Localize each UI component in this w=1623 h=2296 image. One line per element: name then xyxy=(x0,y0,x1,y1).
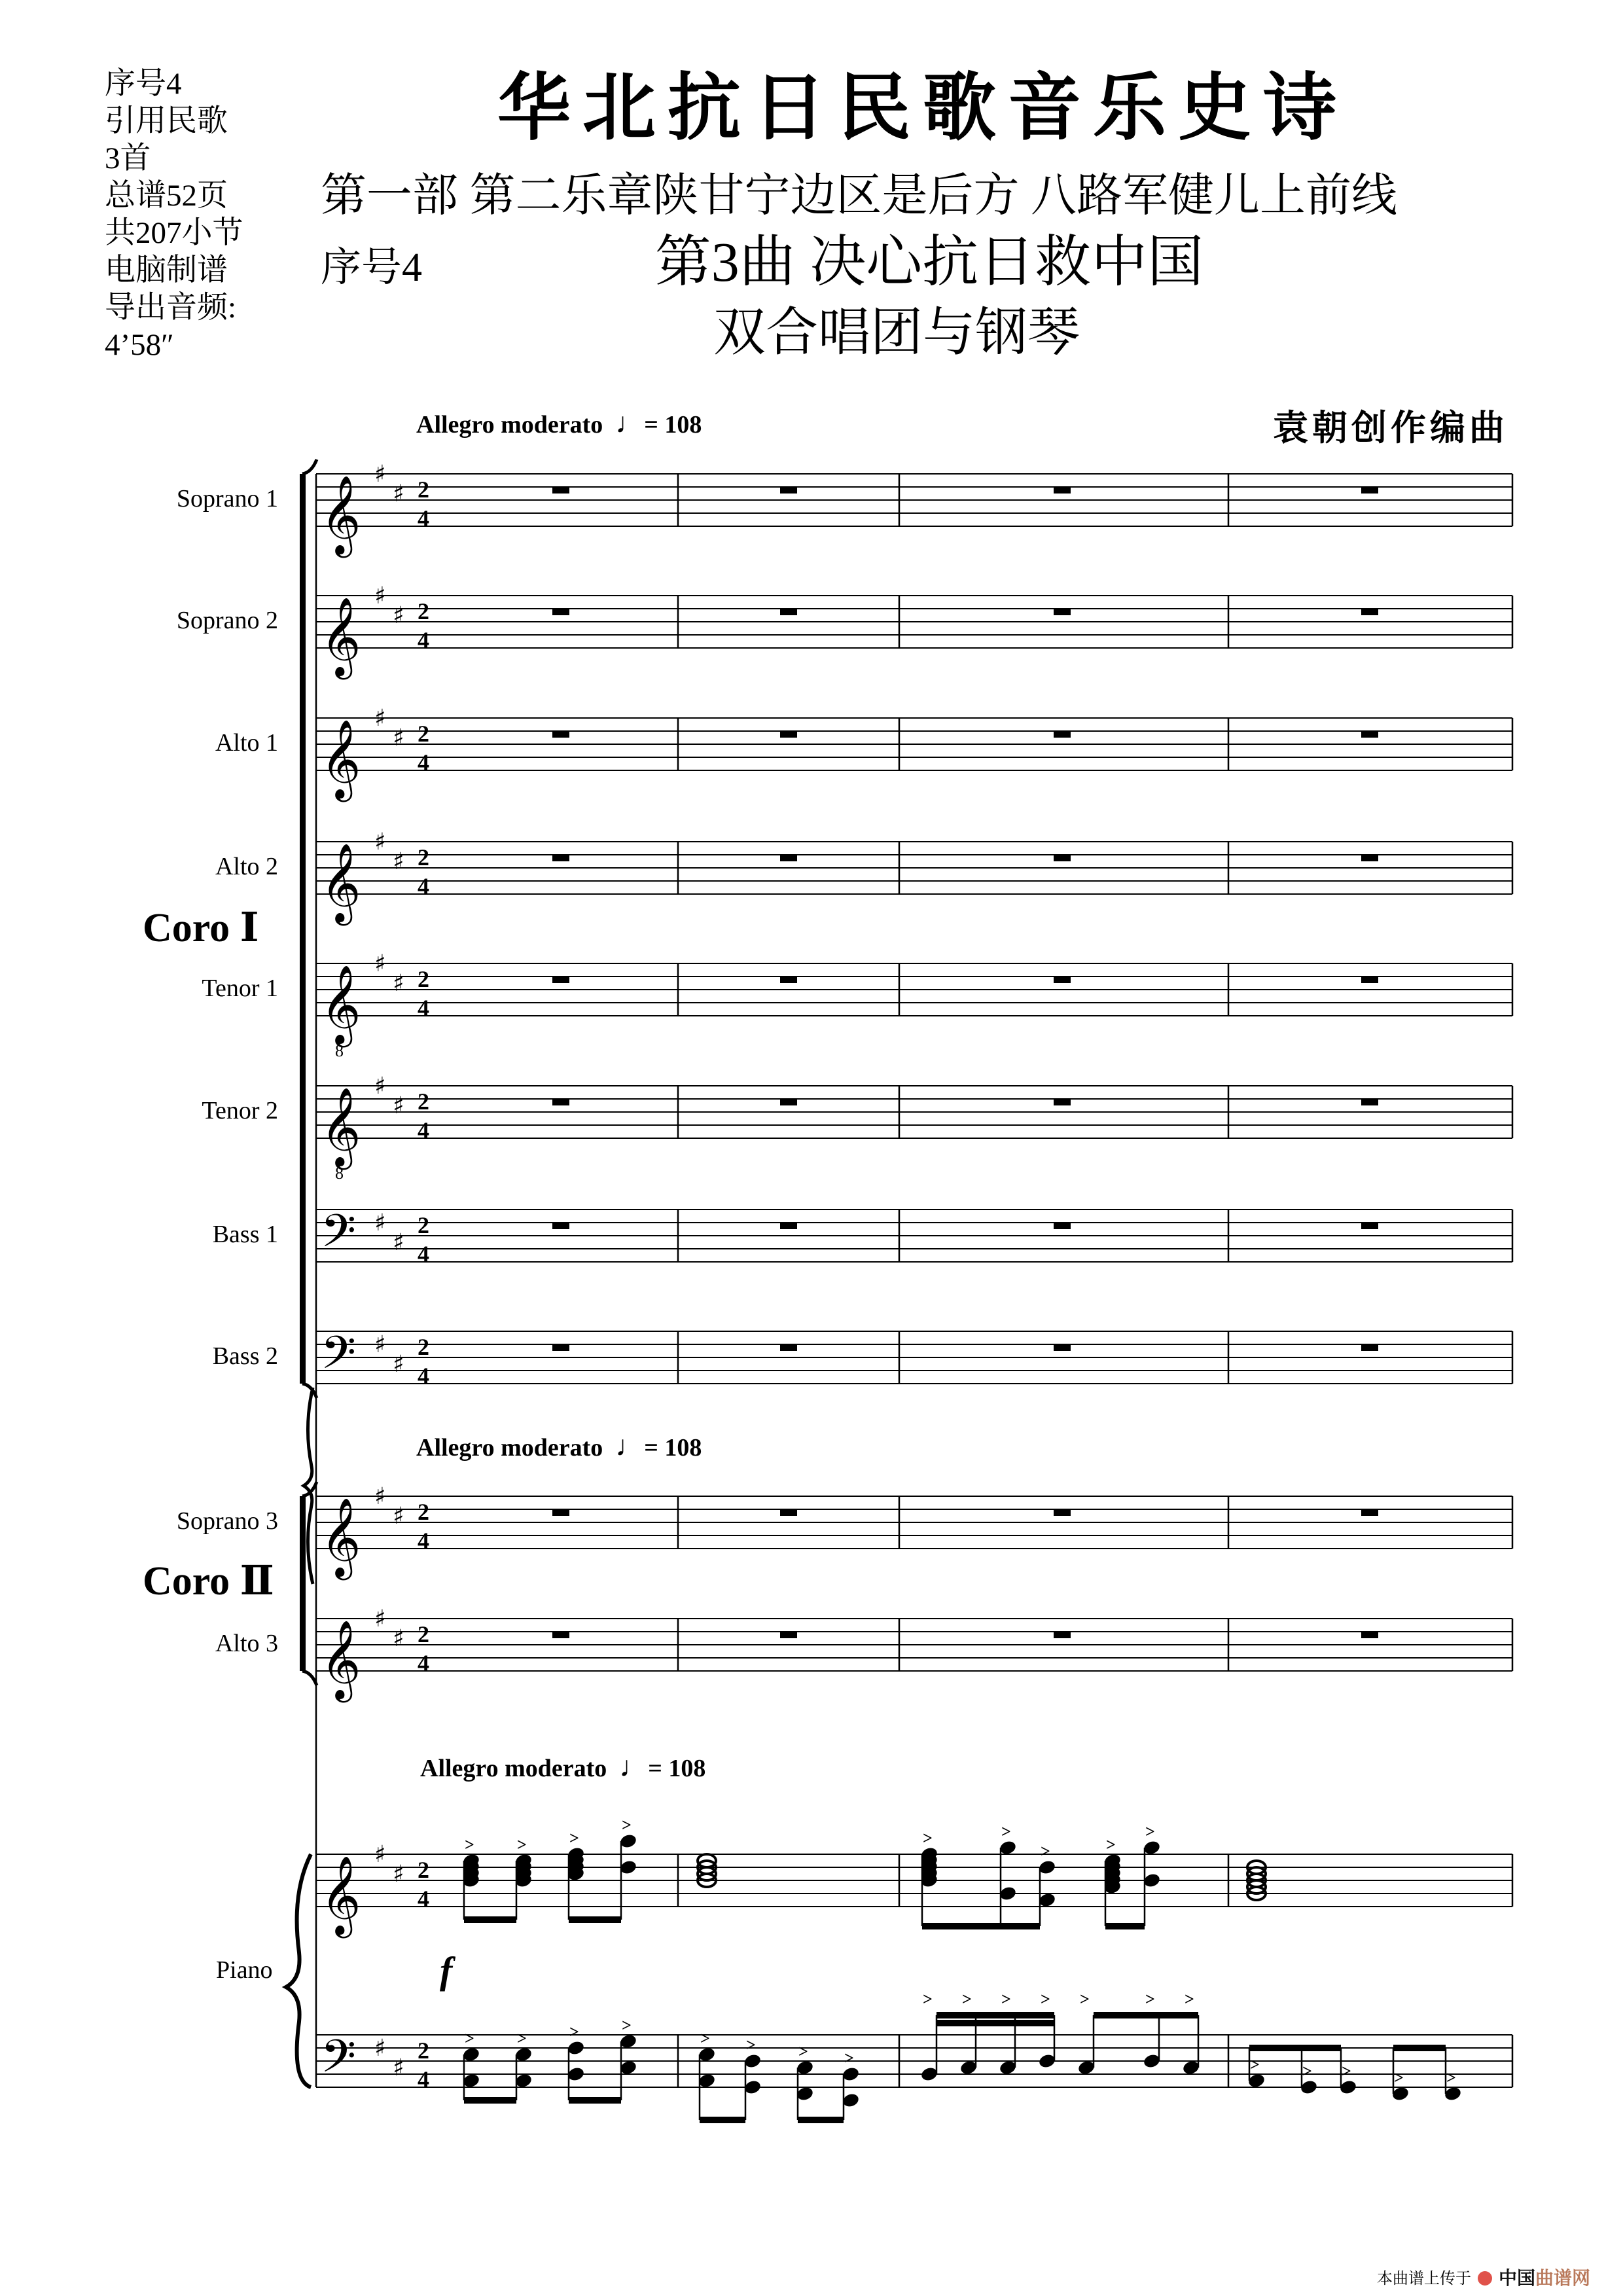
footer xyxy=(1377,2269,1590,2288)
sharp-icon: ♯ xyxy=(393,970,404,997)
whole-rest-icon xyxy=(1054,731,1071,738)
time-signature-top: 2 xyxy=(418,476,429,503)
main-title: 华北抗日民歌音乐史诗 xyxy=(497,65,1348,151)
staff-label: Alto 1 xyxy=(215,729,278,757)
time-signature-bottom: 4 xyxy=(418,749,429,776)
info-line: 4’58″ xyxy=(105,328,174,362)
sharp-icon: ♯ xyxy=(393,480,404,507)
tempo-text: Allegro moderato xyxy=(420,1755,607,1782)
sharp-icon: ♯ xyxy=(374,1073,386,1100)
whole-rest-icon xyxy=(1361,1223,1378,1229)
sharp-icon: ♯ xyxy=(393,2054,404,2081)
staff-label: Alto 2 xyxy=(215,853,278,880)
time-signature-top: 2 xyxy=(418,1857,429,1883)
accent-mark: > xyxy=(569,2022,579,2041)
treble-clef-icon: 𝄞 xyxy=(321,842,361,922)
site-logo xyxy=(1499,2269,1590,2288)
accent-mark: > xyxy=(798,2042,808,2061)
octave-8-mark: 8 xyxy=(335,1041,344,1060)
tempo-value: = 108 xyxy=(644,1434,702,1462)
info-line: 3首 xyxy=(105,141,151,175)
treble-clef-icon: 𝄞 xyxy=(321,1619,361,1699)
whole-rest-icon xyxy=(1054,1344,1071,1351)
beam xyxy=(922,1923,1040,1929)
sharp-icon: ♯ xyxy=(374,1841,386,1868)
time-signature-bottom: 4 xyxy=(418,873,429,899)
sharp-icon: ♯ xyxy=(393,1351,404,1378)
whole-rest-icon xyxy=(1361,731,1378,738)
group-label-piano: Piano xyxy=(216,1956,273,1984)
whole-rest-icon xyxy=(1054,609,1071,615)
composer: 袁朝创作编曲 xyxy=(1273,407,1508,448)
whole-rest-icon xyxy=(780,855,797,861)
accent-mark: > xyxy=(1041,1842,1050,1861)
whole-rest-icon xyxy=(1054,1223,1071,1229)
time-signature-top: 2 xyxy=(418,1088,429,1115)
accent-mark: > xyxy=(1041,1990,1050,2009)
accent-mark: > xyxy=(517,2029,527,2048)
accent-mark: > xyxy=(622,2016,632,2035)
quarter-note-icon: ♩ xyxy=(615,407,645,439)
treble-clef-icon: 𝄞 xyxy=(321,719,361,798)
octave-8-mark: 8 xyxy=(335,1164,344,1183)
info-line: 导出音频: xyxy=(105,291,237,325)
sharp-icon: ♯ xyxy=(374,2035,386,2062)
whole-rest-icon xyxy=(552,487,569,493)
whole-rest-icon xyxy=(780,1509,797,1516)
time-signature-bottom: 4 xyxy=(418,995,429,1021)
whole-rest-icon xyxy=(1054,487,1071,493)
group-label-coro2: Coro Ⅱ xyxy=(143,1559,274,1604)
whole-rest-icon xyxy=(552,1223,569,1229)
whole-rest-icon xyxy=(780,1099,797,1105)
treble-clef-icon: 𝄞 xyxy=(321,596,361,676)
bracket-coro2 xyxy=(300,1496,306,1671)
time-signature-top: 2 xyxy=(418,966,429,992)
info-line: 共207小节 xyxy=(105,216,243,250)
accent-mark: > xyxy=(1106,1835,1116,1854)
accent-mark: > xyxy=(962,1990,972,2009)
sharp-icon: ♯ xyxy=(374,1605,386,1632)
treble-clef-icon: 𝄞 xyxy=(321,964,361,1044)
whole-rest-icon xyxy=(552,1099,569,1105)
whole-rest-icon xyxy=(1361,1632,1378,1638)
whole-rest-icon xyxy=(1054,1509,1071,1516)
accent-mark: > xyxy=(700,2029,710,2048)
bass-clef-icon: 𝄢 xyxy=(321,1326,357,1390)
staff-label: Bass 1 xyxy=(212,1221,278,1248)
staff-label: Soprano 2 xyxy=(176,607,278,634)
beam xyxy=(798,2117,844,2123)
sharp-icon: ♯ xyxy=(393,1503,404,1530)
sharp-icon: ♯ xyxy=(393,602,404,629)
accent-mark: > xyxy=(1080,1990,1090,2009)
quarter-note-icon: ♩ xyxy=(619,1751,649,1783)
staff-label: Soprano 3 xyxy=(176,1507,278,1535)
accent-mark: > xyxy=(1001,1822,1011,1841)
whole-rest-icon xyxy=(1054,855,1071,861)
piano-brace xyxy=(286,1854,311,2087)
sharp-icon: ♯ xyxy=(374,705,386,732)
time-signature-bottom: 4 xyxy=(418,505,429,531)
time-signature-bottom: 4 xyxy=(418,1241,429,1267)
accent-mark: > xyxy=(746,2036,756,2054)
accent-mark: > xyxy=(569,1829,579,1848)
accent-mark: > xyxy=(465,1835,474,1854)
info-line: 引用民歌 xyxy=(105,104,228,138)
whole-rest-icon xyxy=(1361,1099,1378,1105)
time-signature-top: 2 xyxy=(418,1499,429,1525)
time-signature-top: 2 xyxy=(418,721,429,747)
whole-rest-icon xyxy=(780,609,797,615)
staff-label: Bass 2 xyxy=(212,1342,278,1370)
whole-rest-icon xyxy=(780,977,797,983)
accent-mark: > xyxy=(1342,2062,1351,2081)
accent-mark: > xyxy=(844,2049,854,2068)
group-label-coro1: Coro Ⅰ xyxy=(143,906,259,950)
whole-rest-icon xyxy=(1361,855,1378,861)
time-signature-bottom: 4 xyxy=(418,1363,429,1389)
quarter-note-icon: ♩ xyxy=(615,1430,645,1462)
whole-rest-icon xyxy=(1361,609,1378,615)
whole-rest-icon xyxy=(1361,977,1378,983)
accent-mark: > xyxy=(1001,1990,1011,2009)
info-line: 总谱52页 xyxy=(105,179,228,213)
info-line: 序号4 xyxy=(105,67,182,101)
treble-clef-icon: 𝄞 xyxy=(321,1086,361,1166)
whole-rest-icon xyxy=(1054,1099,1071,1105)
whole-rest-icon xyxy=(552,855,569,861)
whole-rest-icon xyxy=(1361,1344,1378,1351)
tempo-text: Allegro moderato xyxy=(416,1434,603,1462)
dynamic-forte: f xyxy=(440,1949,453,1992)
whole-rest-icon xyxy=(1054,977,1071,983)
accent-mark: > xyxy=(465,2029,474,2048)
staff-label: Tenor 2 xyxy=(202,1097,278,1124)
whole-rest-icon xyxy=(1361,487,1378,493)
treble-clef-icon: 𝄞 xyxy=(321,1855,361,1935)
whole-rest-icon xyxy=(780,1223,797,1229)
time-signature-bottom: 4 xyxy=(418,627,429,653)
tempo-value: = 108 xyxy=(648,1755,706,1782)
whole-rest-icon xyxy=(552,731,569,738)
beam xyxy=(464,2097,516,2104)
ensemble: 双合唱团与钢琴 xyxy=(713,304,1080,362)
whole-rest-icon xyxy=(780,731,797,738)
footer-text: 本曲谱上传于 xyxy=(1376,2269,1471,2287)
sharp-icon: ♯ xyxy=(374,1331,386,1358)
treble-clef-icon: 𝄞 xyxy=(321,1497,361,1577)
whole-rest-icon xyxy=(1054,1632,1071,1638)
time-signature-top: 2 xyxy=(418,1621,429,1647)
time-signature-bottom: 4 xyxy=(418,2066,429,2092)
sharp-icon: ♯ xyxy=(374,1210,386,1236)
bracket-coro1 xyxy=(300,474,306,1384)
site-logo-icon xyxy=(1478,2271,1492,2286)
time-signature-top: 2 xyxy=(418,598,429,624)
time-signature-top: 2 xyxy=(418,1212,429,1238)
time-signature-top: 2 xyxy=(418,844,429,870)
treble-clef-icon: 𝄞 xyxy=(321,475,361,554)
time-signature-bottom: 4 xyxy=(418,1117,429,1143)
whole-rest-icon xyxy=(780,1632,797,1638)
sharp-icon: ♯ xyxy=(393,848,404,875)
accent-mark: > xyxy=(1394,2068,1404,2087)
time-signature-top: 2 xyxy=(418,1334,429,1360)
accent-mark: > xyxy=(1145,1990,1155,2009)
staff-label: Tenor 1 xyxy=(202,975,278,1002)
whole-rest-icon xyxy=(552,1344,569,1351)
sharp-icon: ♯ xyxy=(393,1092,404,1119)
sharp-icon: ♯ xyxy=(374,829,386,855)
time-signature-top: 2 xyxy=(418,2037,429,2064)
tempo-text: Allegro moderato xyxy=(416,411,603,439)
accent-mark: > xyxy=(1302,2062,1312,2081)
accent-mark: > xyxy=(1185,1990,1194,2009)
accent-mark: > xyxy=(517,1835,527,1854)
whole-rest-icon xyxy=(552,1509,569,1516)
sharp-icon: ♯ xyxy=(374,461,386,488)
logo-text-b: 曲谱网 xyxy=(1535,2267,1590,2289)
beam xyxy=(569,1916,621,1923)
beam xyxy=(936,2020,1054,2026)
whole-rest-icon xyxy=(552,1632,569,1638)
sharp-icon: ♯ xyxy=(374,583,386,609)
sequence-number: 序号4 xyxy=(321,245,423,290)
beam xyxy=(1393,2045,1446,2051)
subtitle: 第一部 第二乐章陕甘宁边区是后方 八路军健儿上前线 xyxy=(321,171,1397,221)
logo-text-a: 中国 xyxy=(1498,2267,1535,2289)
sharp-icon: ♯ xyxy=(393,1229,404,1256)
beam xyxy=(700,2117,745,2123)
staff-label: Soprano 1 xyxy=(176,485,278,512)
accent-mark: > xyxy=(923,1990,933,2009)
info-line: 电脑制谱 xyxy=(105,253,228,287)
beam xyxy=(1094,2012,1198,2018)
whole-rest-icon xyxy=(780,487,797,493)
bass-clef-icon: 𝄢 xyxy=(321,2030,357,2094)
beam xyxy=(569,2097,621,2104)
beam xyxy=(1249,2045,1341,2051)
whole-rest-icon xyxy=(1361,1509,1378,1516)
accent-mark: > xyxy=(1145,1822,1155,1841)
beam xyxy=(464,1916,516,1923)
piece-title: 第3曲 决心抗日救中国 xyxy=(654,230,1204,293)
tempo-value: = 108 xyxy=(644,411,702,439)
time-signature-bottom: 4 xyxy=(418,1886,429,1912)
beam xyxy=(936,2012,1054,2018)
whole-rest-icon xyxy=(552,609,569,615)
bass-clef-icon: 𝄢 xyxy=(321,1204,357,1268)
sharp-icon: ♯ xyxy=(393,725,404,751)
time-signature-bottom: 4 xyxy=(418,1528,429,1554)
beam xyxy=(1105,1923,1145,1929)
time-signature-bottom: 4 xyxy=(418,1650,429,1676)
sharp-icon: ♯ xyxy=(374,950,386,977)
sharp-icon: ♯ xyxy=(374,1483,386,1510)
staff-label: Alto 3 xyxy=(215,1630,278,1657)
accent-mark: > xyxy=(923,1829,933,1848)
whole-rest-icon xyxy=(780,1344,797,1351)
accent-mark: > xyxy=(622,1816,632,1835)
accent-mark: > xyxy=(1446,2068,1456,2087)
accent-mark: > xyxy=(1250,2055,1260,2074)
whole-rest-icon xyxy=(552,977,569,983)
sharp-icon: ♯ xyxy=(393,1861,404,1888)
sharp-icon: ♯ xyxy=(393,1625,404,1652)
